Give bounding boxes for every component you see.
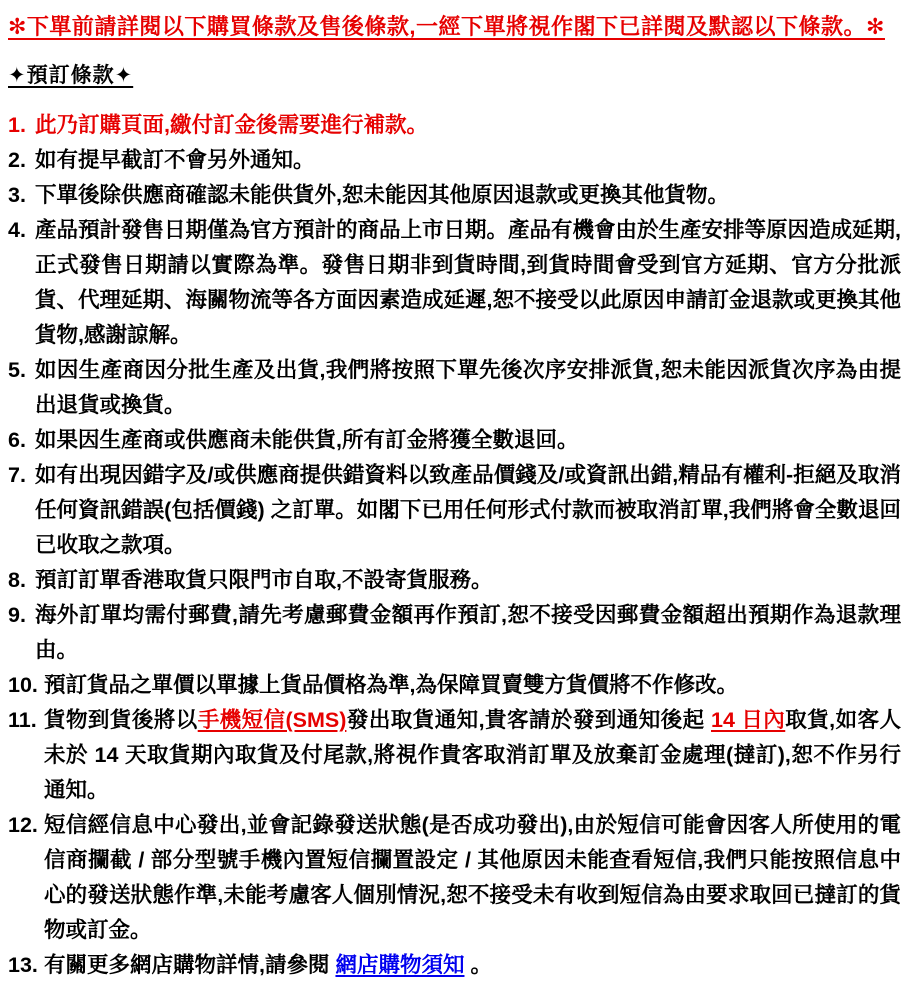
term-text: 短信經信息中心發出,並會記錄發送狀態(是否成功發出),由於短信可能會因客人所使用的電信商攔截 / 部分型號手機內置短信攔置設定 / 其他原因未能查看短信,我們只能按照信息中心的發送狀態作準,未能考慮客人個別情況,恕不接受未有收到短信為由要求取回已撻訂的貨物或訂金。 xyxy=(44,813,901,942)
preorder-terms-page xyxy=(8,12,901,983)
store-shopping-guide-link[interactable]: 網店購物須知 xyxy=(335,953,465,977)
term-number: 9. xyxy=(8,603,26,627)
term-item-8 xyxy=(8,563,901,598)
term-text: 此乃訂購頁面,繳付訂金後需要進行補款。 xyxy=(35,113,428,137)
term-number: 8. xyxy=(8,568,26,592)
term-item-5 xyxy=(8,353,901,423)
term-number: 1. xyxy=(8,113,26,137)
term-number: 11. xyxy=(8,708,37,732)
term-text: 有關更多網店購物詳情,請參閱 xyxy=(44,953,336,977)
term-text: 如有提早截訂不會另外通知。 xyxy=(35,148,315,172)
terms-list xyxy=(8,108,901,983)
term-text: 下單後除供應商確認未能供貨外,恕未能因其他原因退款或更換其他貨物。 xyxy=(35,183,729,207)
term-item-11 xyxy=(8,703,901,808)
term-number: 3. xyxy=(8,183,26,207)
term-number: 13. xyxy=(8,953,38,977)
term-item-7 xyxy=(8,458,901,563)
term-text: 預訂訂單香港取貨只限門市自取,不設寄貨服務。 xyxy=(35,568,493,592)
term-item-2 xyxy=(8,143,901,178)
term-number: 5. xyxy=(8,358,26,382)
term-number: 4. xyxy=(8,218,26,242)
term-number: 2. xyxy=(8,148,26,172)
term-item-1 xyxy=(8,108,901,143)
term-item-6 xyxy=(8,423,901,458)
term-text: 如因生產商因分批生產及出貨,我們將按照下單先後次序安排派貨,恕未能因派貨次序為由提出退貨或換貨。 xyxy=(35,358,901,417)
term-text: 產品預計發售日期僅為官方預計的商品上市日期。產品有機會由於生產安排等原因造成延期,正式發售日期請以實際為準。發售日期非到貨時間,到貨時間會受到官方延期、官方分批派貨、代理延期、海關物流等各方面因素造成延遲,恕不接受以此原因申請訂金退款或更換其他貨物,感謝諒解。 xyxy=(35,218,901,347)
term-text: 發出取貨通知,貴客請於發到通知後起 xyxy=(346,708,711,732)
term-item-4 xyxy=(8,213,901,353)
term-number: 6. xyxy=(8,428,26,452)
term-item-10 xyxy=(8,668,901,703)
term-number: 10. xyxy=(8,673,38,697)
term-item-13 xyxy=(8,948,901,983)
term-text: 如有出現因錯字及/或供應商提供錯資料以致產品價錢及/或資訊出錯,精品有權利-拒絕及取消任何資訊錯誤(包括價錢) 之訂單。如閣下已用任何形式付款而被取消訂單,我們將會全數退回已收取之款項。 xyxy=(35,463,901,557)
term-text: 海外訂單均需付郵費,請先考慮郵費金額再作預訂,恕不接受因郵費金額超出預期作為退款理由。 xyxy=(35,603,901,662)
pre-order-warning-header: ✻下單前請詳閱以下購買條款及售後條款,一經下單將視作閣下已詳閱及默認以下條款。✻ xyxy=(8,14,885,39)
term-item-3 xyxy=(8,178,901,213)
term-item-9 xyxy=(8,598,901,668)
term-number: 7. xyxy=(8,463,26,487)
term-text: 貨物到貨後將以 xyxy=(44,708,198,732)
term-text: 取貨,如客人未於 14 天取貨期內取貨及付尾款,將視作貴客取消訂單及放棄訂金處理(撻訂),恕不作另行通知。 xyxy=(44,708,901,802)
section-title-preorder-terms: ✦預訂條款✦ xyxy=(8,64,134,87)
pickup-deadline-highlight: 14 日內 xyxy=(711,708,786,732)
term-item-12 xyxy=(8,808,901,948)
term-text: 如果因生產商或供應商未能供貨,所有訂金將獲全數退回。 xyxy=(35,428,579,452)
term-number: 12. xyxy=(8,813,38,837)
term-text: 預訂貨品之單價以單據上貨品價格為準,為保障買賣雙方貨價將不作修改。 xyxy=(44,673,738,697)
sms-notice-highlight: 手機短信(SMS) xyxy=(197,708,347,732)
term-text: 。 xyxy=(464,953,492,977)
